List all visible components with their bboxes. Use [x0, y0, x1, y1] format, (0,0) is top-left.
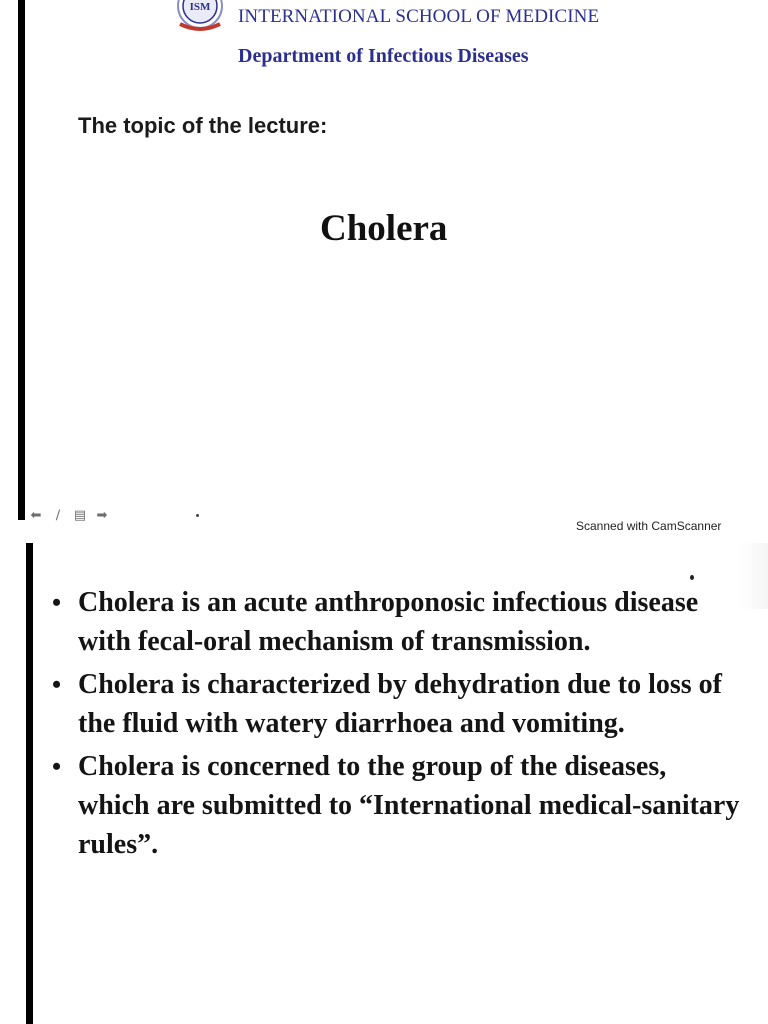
bullet-icon: •: [52, 670, 62, 699]
department-name: Department of Infectious Diseases: [238, 45, 529, 67]
bullet-icon: •: [52, 588, 62, 617]
bullet-text: Cholera is an acute anthroponosic infectious disease with fecal-oral mechanism of transmission.: [78, 587, 699, 657]
scan-speck: [690, 575, 694, 580]
bullet-text: Cholera is characterized by dehydration due to loss of the fluid with watery diarrhoea and vomiting.: [78, 669, 722, 739]
bullet-icon: •: [52, 752, 62, 781]
arrow-right-icon[interactable]: ➡: [96, 508, 108, 523]
svg-text:ISM: ISM: [189, 1, 211, 13]
school-name: INTERNATIONAL SCHOOL OF MEDICINE: [238, 6, 600, 27]
scan-edge-bar: [18, 0, 25, 520]
list-item: [50, 665, 740, 743]
topic-label: The topic of the lecture:: [78, 113, 328, 138]
arrow-left-icon[interactable]: ⬅: [30, 508, 42, 523]
pen-icon[interactable]: ∕: [55, 508, 61, 523]
scan-shadow: [738, 543, 768, 609]
bullet-text: Cholera is concerned to the group of the diseases, which are submitted to “International medical-sanitary rules”.: [78, 751, 740, 860]
lecture-title: Cholera: [320, 208, 448, 249]
scan-edge-bar: [26, 543, 33, 1024]
list-item: [50, 583, 740, 661]
menu-icon[interactable]: ▤: [73, 508, 87, 523]
ism-logo-icon: [170, 0, 230, 34]
scanner-watermark: Scanned with CamScanner: [576, 519, 722, 533]
scan-speck: [196, 514, 199, 517]
bullet-list: [50, 583, 740, 868]
slide-controls: [28, 508, 110, 523]
list-item: [50, 747, 740, 864]
slide-definition-page: [0, 543, 768, 1024]
